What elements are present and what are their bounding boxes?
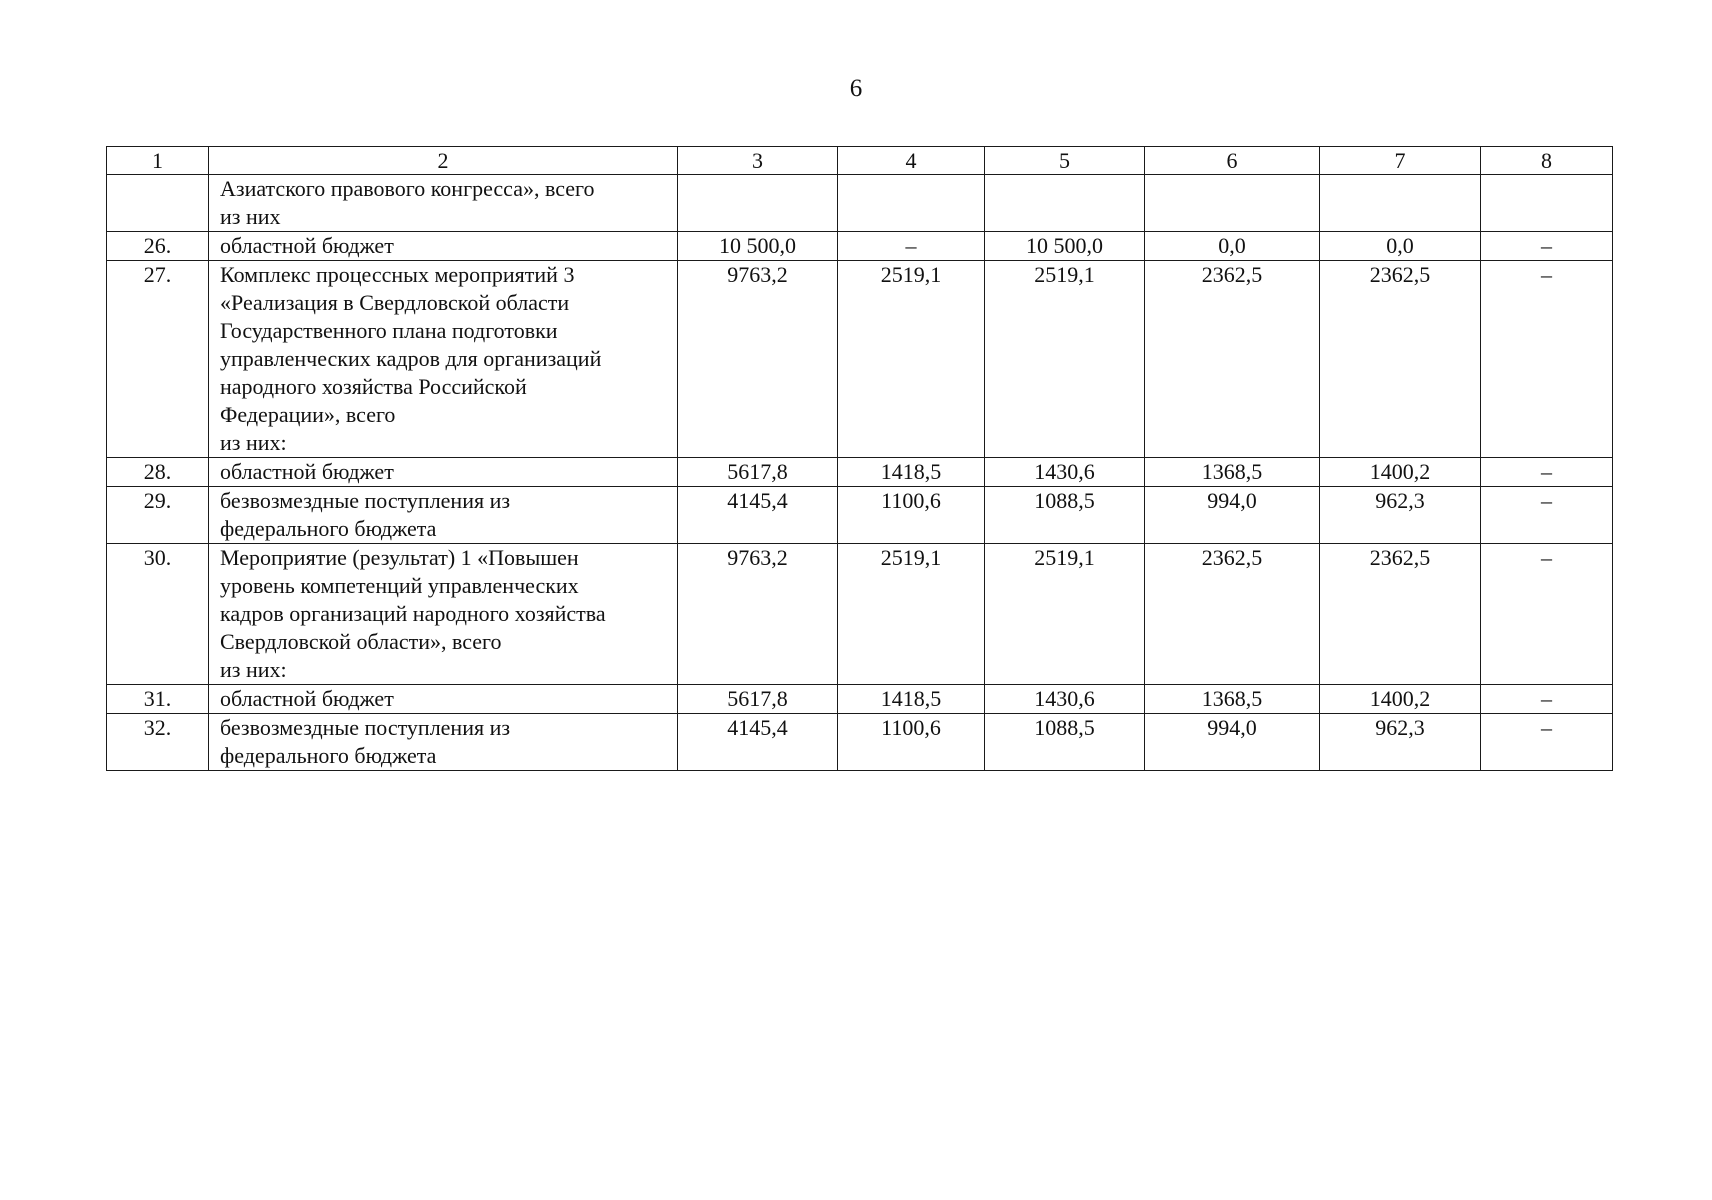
column-number: 6	[1145, 147, 1320, 175]
amount-cell	[838, 175, 985, 232]
amount-cell	[678, 175, 838, 232]
column-number: 8	[1481, 147, 1613, 175]
table-row	[107, 685, 1613, 714]
amount-cell: 2519,1	[838, 544, 985, 685]
amount-cell: –	[1481, 458, 1613, 487]
amount-cell: 962,3	[1320, 714, 1481, 771]
amount-cell: 1100,6	[838, 487, 985, 544]
amount-cell: –	[1481, 685, 1613, 714]
amount-cell: 2519,1	[838, 261, 985, 458]
column-number: 1	[107, 147, 209, 175]
amount-cell: –	[1481, 714, 1613, 771]
amount-cell: 2362,5	[1145, 261, 1320, 458]
table-row	[107, 261, 1613, 458]
amount-cell: 1100,6	[838, 714, 985, 771]
table-body	[107, 175, 1613, 771]
amount-cell: 1400,2	[1320, 458, 1481, 487]
column-number-row	[107, 147, 1613, 175]
row-number-cell: 27.	[107, 261, 209, 458]
row-number-cell: 26.	[107, 232, 209, 261]
amount-cell: 1400,2	[1320, 685, 1481, 714]
row-number-cell: 29.	[107, 487, 209, 544]
amount-cell	[1145, 175, 1320, 232]
column-number: 5	[985, 147, 1145, 175]
amount-cell	[1320, 175, 1481, 232]
item-name-cell: Азиатского правового конгресса», всего из них	[209, 175, 678, 232]
item-name-cell: областной бюджет	[209, 458, 678, 487]
amount-cell: 2362,5	[1320, 544, 1481, 685]
amount-cell: 1088,5	[985, 714, 1145, 771]
column-number: 2	[209, 147, 678, 175]
table-row	[107, 175, 1613, 232]
row-number-cell	[107, 175, 209, 232]
amount-cell: 9763,2	[678, 261, 838, 458]
item-name-cell: областной бюджет	[209, 685, 678, 714]
amount-cell: 5617,8	[678, 458, 838, 487]
amount-cell: 2362,5	[1320, 261, 1481, 458]
amount-cell: –	[1481, 232, 1613, 261]
table-row	[107, 714, 1613, 771]
column-number: 7	[1320, 147, 1481, 175]
amount-cell: –	[838, 232, 985, 261]
amount-cell: 1418,5	[838, 685, 985, 714]
row-number-cell: 28.	[107, 458, 209, 487]
amount-cell: –	[1481, 544, 1613, 685]
column-number: 4	[838, 147, 985, 175]
amount-cell: 1088,5	[985, 487, 1145, 544]
column-number: 3	[678, 147, 838, 175]
item-name-cell: Мероприятие (результат) 1 «Повышен уровень компетенций управленческих кадров организаций народного хозяйства Свердловской области», всего из них:	[209, 544, 678, 685]
item-name-cell: безвозмездные поступления из федерального бюджета	[209, 487, 678, 544]
item-name-cell: областной бюджет	[209, 232, 678, 261]
amount-cell: 4145,4	[678, 714, 838, 771]
amount-cell: –	[1481, 487, 1613, 544]
amount-cell: 1368,5	[1145, 458, 1320, 487]
amount-cell: 994,0	[1145, 714, 1320, 771]
amount-cell: 10 500,0	[985, 232, 1145, 261]
table-row	[107, 232, 1613, 261]
amount-cell: 1418,5	[838, 458, 985, 487]
amount-cell: 9763,2	[678, 544, 838, 685]
table-row	[107, 458, 1613, 487]
table-row	[107, 487, 1613, 544]
amount-cell: 962,3	[1320, 487, 1481, 544]
amount-cell: 994,0	[1145, 487, 1320, 544]
row-number-cell: 30.	[107, 544, 209, 685]
amount-cell: –	[1481, 261, 1613, 458]
item-name-cell: безвозмездные поступления из федерального бюджета	[209, 714, 678, 771]
amount-cell: 1368,5	[1145, 685, 1320, 714]
amount-cell: 2519,1	[985, 544, 1145, 685]
amount-cell: 5617,8	[678, 685, 838, 714]
amount-cell: 4145,4	[678, 487, 838, 544]
item-name-cell: Комплекс процессных мероприятий 3 «Реализация в Свердловской области Государственного плана подготовки управленческих кадров для организаций народного хозяйства Российской Федерации», всего из них:	[209, 261, 678, 458]
amount-cell: 2519,1	[985, 261, 1145, 458]
amount-cell: 0,0	[1145, 232, 1320, 261]
amount-cell: 10 500,0	[678, 232, 838, 261]
amount-cell: 1430,6	[985, 458, 1145, 487]
row-number-cell: 31.	[107, 685, 209, 714]
amount-cell: 2362,5	[1145, 544, 1320, 685]
table-row	[107, 544, 1613, 685]
amount-cell	[1481, 175, 1613, 232]
amount-cell	[985, 175, 1145, 232]
row-number-cell: 32.	[107, 714, 209, 771]
amount-cell: 0,0	[1320, 232, 1481, 261]
amount-cell: 1430,6	[985, 685, 1145, 714]
page-number: 6	[849, 75, 863, 102]
budget-table	[106, 146, 1613, 771]
